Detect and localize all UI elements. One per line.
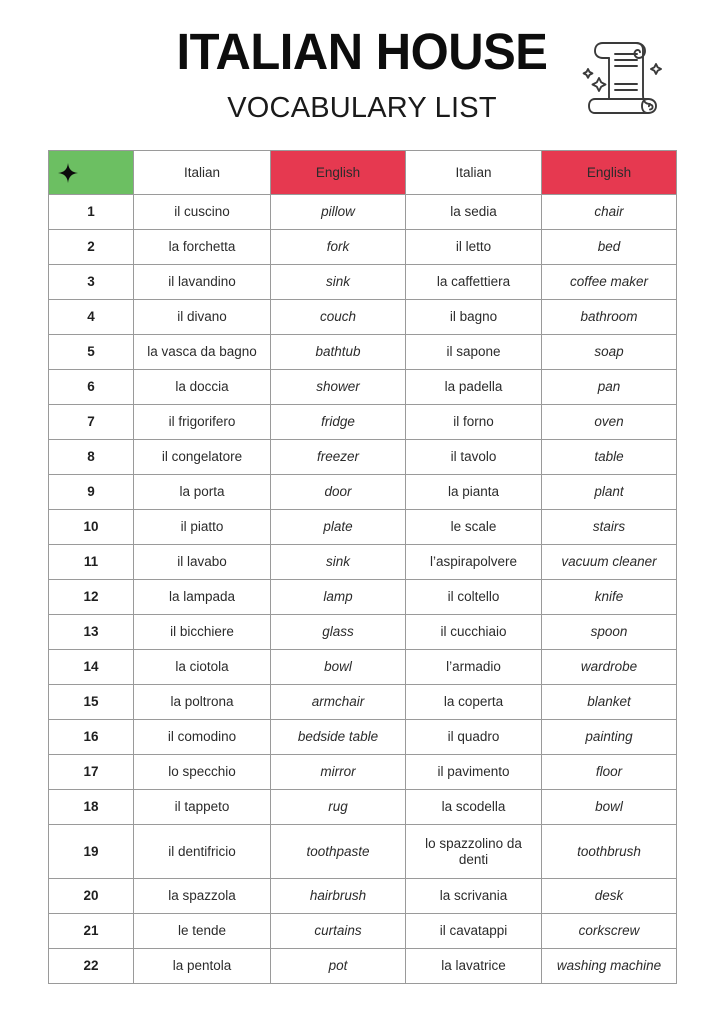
cell-english-1: door [271, 475, 406, 510]
cell-english-2: floor [542, 755, 677, 790]
cell-italian-1: il lavabo [134, 545, 271, 580]
cell-english-1: toothpaste [271, 825, 406, 879]
cell-italian-2: il bagno [406, 300, 542, 335]
cell-english-1: couch [271, 300, 406, 335]
row-number: 3 [49, 265, 134, 300]
table-row [49, 230, 677, 265]
row-number: 4 [49, 300, 134, 335]
cell-italian-1: la poltrona [134, 685, 271, 720]
cell-italian-1: la lampada [134, 580, 271, 615]
cell-italian-2: la padella [406, 370, 542, 405]
page-header [0, 0, 724, 140]
cell-italian-2: il cavatappi [406, 914, 542, 949]
cell-italian-2: la sedia [406, 195, 542, 230]
cell-english-2: chair [542, 195, 677, 230]
table-row [49, 615, 677, 650]
cell-english-2: spoon [542, 615, 677, 650]
cell-english-2: corkscrew [542, 914, 677, 949]
table-row [49, 475, 677, 510]
cell-english-2: plant [542, 475, 677, 510]
cell-italian-2: la lavatrice [406, 949, 542, 984]
cell-italian-1: il bicchiere [134, 615, 271, 650]
row-number: 5 [49, 335, 134, 370]
cell-english-1: armchair [271, 685, 406, 720]
cell-english-2: wardrobe [542, 650, 677, 685]
table-row [49, 370, 677, 405]
row-number: 12 [49, 580, 134, 615]
cell-english-2: soap [542, 335, 677, 370]
cell-italian-2: l’aspirapolvere [406, 545, 542, 580]
row-number: 15 [49, 685, 134, 720]
cell-italian-1: lo specchio [134, 755, 271, 790]
cell-italian-2: le scale [406, 510, 542, 545]
cell-italian-2: la pianta [406, 475, 542, 510]
cell-english-2: desk [542, 879, 677, 914]
cell-english-2: stairs [542, 510, 677, 545]
cell-italian-1: il comodino [134, 720, 271, 755]
cell-italian-1: il dentifricio [134, 825, 271, 879]
cell-english-1: rug [271, 790, 406, 825]
table-row [49, 650, 677, 685]
scroll-icon [573, 29, 673, 119]
table-row [49, 265, 677, 300]
column-header-english-1: English [271, 151, 406, 195]
table-row [49, 914, 677, 949]
row-number: 11 [49, 545, 134, 580]
cell-italian-2: la scodella [406, 790, 542, 825]
cell-english-1: glass [271, 615, 406, 650]
cell-italian-1: la pentola [134, 949, 271, 984]
column-header-italian-2: Italian [406, 151, 542, 195]
row-number: 10 [49, 510, 134, 545]
cell-english-2: washing machine [542, 949, 677, 984]
cell-italian-1: il divano [134, 300, 271, 335]
cell-italian-1: il frigorifero [134, 405, 271, 440]
row-number: 2 [49, 230, 134, 265]
cell-english-2: blanket [542, 685, 677, 720]
table-row [49, 335, 677, 370]
cell-italian-2: il sapone [406, 335, 542, 370]
cell-italian-1: il cuscino [134, 195, 271, 230]
page-title: ITALIAN HOUSE [176, 23, 548, 80]
table-row [49, 405, 677, 440]
table-row [49, 879, 677, 914]
page-subtitle: VOCABULARY LIST [227, 92, 497, 124]
cell-italian-1: la forchetta [134, 230, 271, 265]
row-number: 7 [49, 405, 134, 440]
table-row [49, 790, 677, 825]
cell-italian-1: le tende [134, 914, 271, 949]
table-row [49, 545, 677, 580]
cell-english-1: bedside table [271, 720, 406, 755]
cell-english-2: bathroom [542, 300, 677, 335]
cell-italian-2: lo spazzolino da denti [406, 825, 542, 879]
cell-italian-1: il lavandino [134, 265, 271, 300]
cell-english-2: table [542, 440, 677, 475]
cell-english-2: vacuum cleaner [542, 545, 677, 580]
vocabulary-table [48, 150, 677, 984]
cell-english-1: shower [271, 370, 406, 405]
table-row [49, 685, 677, 720]
table-header [49, 151, 677, 195]
table-row [49, 825, 677, 879]
cell-italian-2: il coltello [406, 580, 542, 615]
cell-english-1: fridge [271, 405, 406, 440]
cell-italian-2: il quadro [406, 720, 542, 755]
cell-italian-1: la porta [134, 475, 271, 510]
row-number: 9 [49, 475, 134, 510]
cell-italian-1: la spazzola [134, 879, 271, 914]
table-row [49, 510, 677, 545]
cell-english-1: sink [271, 265, 406, 300]
sparkle-star-icon [58, 163, 78, 183]
table-row [49, 720, 677, 755]
cell-italian-1: il congelatore [134, 440, 271, 475]
cell-english-2: bowl [542, 790, 677, 825]
row-number: 22 [49, 949, 134, 984]
cell-english-1: hairbrush [271, 879, 406, 914]
table-row [49, 580, 677, 615]
cell-italian-2: il letto [406, 230, 542, 265]
cell-english-1: freezer [271, 440, 406, 475]
cell-english-1: bowl [271, 650, 406, 685]
cell-english-1: plate [271, 510, 406, 545]
cell-english-2: painting [542, 720, 677, 755]
cell-italian-2: il cucchiaio [406, 615, 542, 650]
cell-italian-1: la doccia [134, 370, 271, 405]
cell-italian-2: la coperta [406, 685, 542, 720]
cell-english-1: pillow [271, 195, 406, 230]
cell-italian-2: l’armadio [406, 650, 542, 685]
row-number: 21 [49, 914, 134, 949]
cell-english-1: curtains [271, 914, 406, 949]
cell-italian-1: la vasca da bagno [134, 335, 271, 370]
cell-english-2: bed [542, 230, 677, 265]
row-number: 8 [49, 440, 134, 475]
column-header-number [49, 151, 134, 195]
cell-italian-2: il forno [406, 405, 542, 440]
row-number: 18 [49, 790, 134, 825]
row-number: 20 [49, 879, 134, 914]
cell-english-2: knife [542, 580, 677, 615]
cell-english-1: bathtub [271, 335, 406, 370]
cell-italian-1: la ciotola [134, 650, 271, 685]
column-header-italian-1: Italian [134, 151, 271, 195]
table-body [49, 195, 677, 984]
column-header-english-2: English [542, 151, 677, 195]
cell-english-1: pot [271, 949, 406, 984]
table-row [49, 755, 677, 790]
table-row [49, 300, 677, 335]
cell-english-1: sink [271, 545, 406, 580]
row-number: 1 [49, 195, 134, 230]
cell-italian-2: la scrivania [406, 879, 542, 914]
row-number: 6 [49, 370, 134, 405]
cell-english-2: toothbrush [542, 825, 677, 879]
cell-english-2: pan [542, 370, 677, 405]
row-number: 13 [49, 615, 134, 650]
row-number: 17 [49, 755, 134, 790]
cell-italian-1: il piatto [134, 510, 271, 545]
cell-english-1: fork [271, 230, 406, 265]
table-header-row [49, 151, 677, 195]
cell-english-2: oven [542, 405, 677, 440]
row-number: 14 [49, 650, 134, 685]
table-row [49, 195, 677, 230]
cell-english-2: coffee maker [542, 265, 677, 300]
row-number: 16 [49, 720, 134, 755]
table-row [49, 440, 677, 475]
cell-english-1: lamp [271, 580, 406, 615]
cell-italian-2: la caffettiera [406, 265, 542, 300]
cell-italian-1: il tappeto [134, 790, 271, 825]
cell-english-1: mirror [271, 755, 406, 790]
table-row [49, 949, 677, 984]
cell-italian-2: il pavimento [406, 755, 542, 790]
row-number: 19 [49, 825, 134, 879]
cell-italian-2: il tavolo [406, 440, 542, 475]
